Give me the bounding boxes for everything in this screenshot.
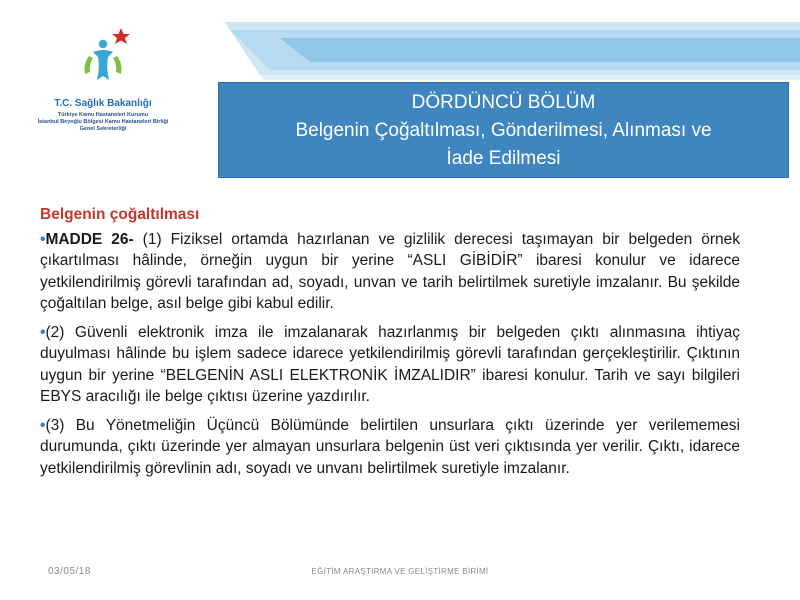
ministry-subtitle-line2: İstanbul Beyoğlu Bölgesi Kamu Hastaneleri Birliği	[37, 119, 169, 125]
article-label: MADDE 26-	[45, 230, 134, 248]
paragraph-1	[40, 229, 740, 315]
title-line-1: DÖRDÜNCÜ BÖLÜM	[411, 92, 596, 113]
slide-body	[40, 204, 740, 486]
bullet-icon: •	[40, 230, 46, 248]
paragraph-3-text: (3) Bu Yönetmeliğin Üçüncü Bölümünde belirtilen unsurlara çıktı üzerinde yer verilememesi durumunda, çıktı üzerinde yer almayan unsurlara belgenin üst veri çıktısında yer verilir. Çıktı, idarece yetkilendirilmiş görevlinin adı, soyadı ve unvanı belirtilmek suretiyle imzalanır.	[40, 416, 740, 477]
bullet-icon: •	[40, 416, 46, 434]
ministry-subtitle-line1: Türkiye Kamu Hastaneleri Kurumu	[57, 112, 149, 118]
paragraph-2	[40, 322, 740, 408]
ministry-subtitle	[18, 112, 188, 133]
paragraph-1-text: (1) Fiziksel ortamda hazırlanan ve gizlilik derecesi taşımayan bir belgeden örnek çıkartılması hâlinde, örneğin uygun bir yerine “ASLI GİBİDİR” ibaresi konulur ve idarece yetkilendirilmiş görevli tarafından ad, soyadı, unvan ve tarih belirtilmek suretiyle imzalanır. Bu şekilde çoğaltılan belge, asıl belge gibi kabul edilir.	[40, 230, 740, 312]
title-line-2: Belgenin Çoğaltılması, Gönderilmesi, Alınması ve	[295, 120, 712, 141]
ministry-logo-icon	[63, 24, 143, 96]
ministry-name: T.C. Sağlık Bakanlığı	[54, 98, 152, 109]
ministry-logo	[18, 24, 188, 144]
paragraph-3	[40, 415, 740, 480]
slide-footer	[0, 566, 800, 582]
title-line-3: İade Edilmesi	[446, 148, 561, 169]
bullet-icon: •	[40, 323, 46, 341]
footer-date: 03/05/18	[48, 566, 91, 577]
slide-title	[218, 82, 789, 178]
footer-unit: EĞİTİM ARAŞTIRMA VE GELİŞTİRME BİRİMİ	[311, 567, 489, 576]
section-heading: Belgenin çoğaltılması	[40, 206, 200, 223]
paragraph-2-text: (2) Güvenli elektronik imza ile imzalanarak hazırlanmış bir belgeden çıktı alınmasına ihtiyaç duyulması hâlinde bu işlem sadece idarece yetkilendirilmiş görevli tarafından gerçekleştirilir. Çıktının uygun bir yerine “BELGENİN ASLI ELEKTRONİK İMZALIDIR” ibaresi konulur. Tarih ve sayı bilgileri EBYS aracılığı ile belge çıktısı üzerine yazdırılır.	[40, 323, 740, 405]
ministry-subtitle-line3: Genel Sekreterliği	[79, 126, 127, 132]
